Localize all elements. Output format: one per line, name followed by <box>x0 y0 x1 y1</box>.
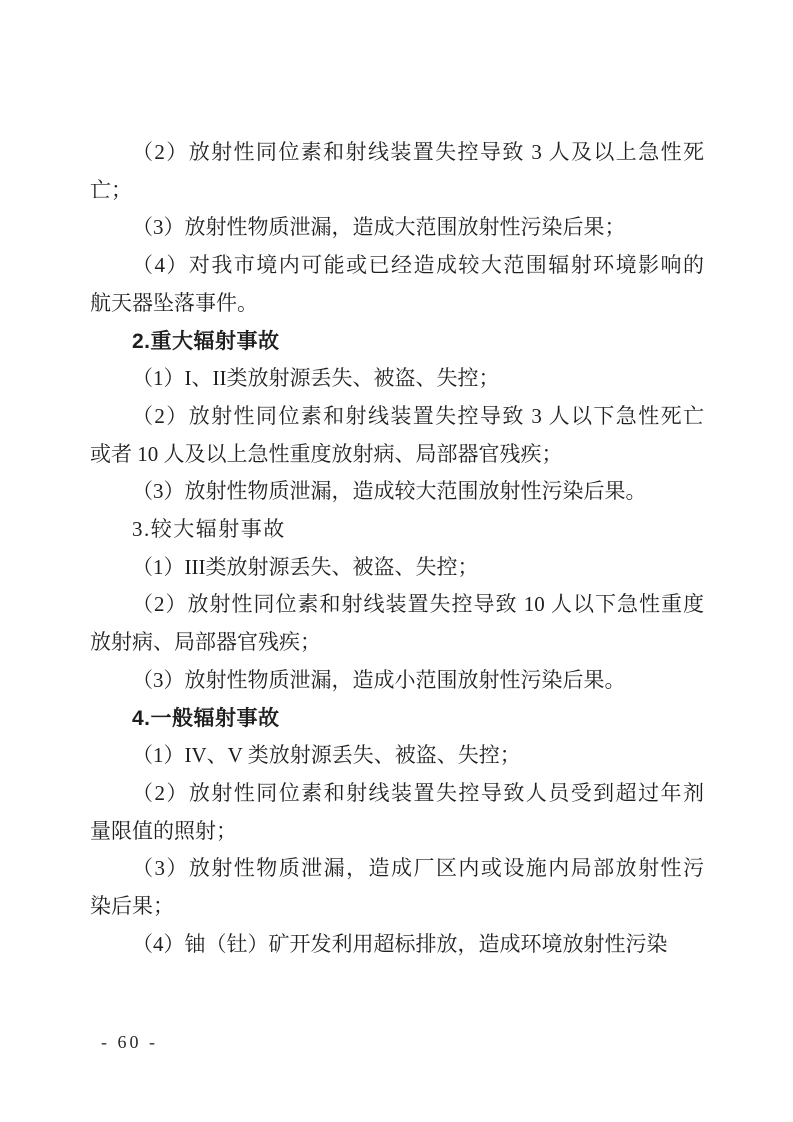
text-line: （4）铀（钍）矿开发利用超标排放，造成环境放射性污染 <box>132 931 668 956</box>
text-line: （3）放射性物质泄漏，造成较大范围放射性污染后果。 <box>132 479 647 504</box>
text-line: 量限值的照射； <box>90 818 237 843</box>
section-heading <box>90 323 704 361</box>
paragraph <box>90 398 704 473</box>
text-line: （3）放射性物质泄漏，造成大范围放射性污染后果； <box>132 215 626 240</box>
paragraph <box>90 360 704 398</box>
paragraph <box>90 549 704 587</box>
paragraph <box>90 737 704 775</box>
text-line: 2.重大辐射事故 <box>132 329 280 353</box>
text-line: 亡； <box>90 177 132 202</box>
text-line: （2）放射性同位素和射线装置失控导致 3 人以下急性死亡 <box>132 403 704 428</box>
paragraph <box>90 209 704 247</box>
text-line: （4）对我市境内可能或已经造成较大范围辐射环境影响的 <box>132 253 704 278</box>
text-line: （2）放射性同位素和射线装置失控导致 10 人以下急性重度 <box>132 592 704 617</box>
text-line: （1）I、II类放射源丢失、被盗、失控； <box>132 366 500 391</box>
text-line: （1）IV、V 类放射源丢失、被盗、失控； <box>132 743 521 768</box>
text-line: （2）放射性同位素和射线装置失控导致人员受到超过年剂 <box>132 780 704 805</box>
paragraph <box>90 134 704 209</box>
text-line: 航天器坠落事件。 <box>90 290 258 315</box>
paragraph <box>90 926 704 964</box>
text-line: 染后果； <box>90 894 174 919</box>
text-line: 放射病、局部器官残疾； <box>90 630 321 655</box>
paragraph <box>90 247 704 322</box>
text-line: （1）III类放射源丢失、被盗、失控； <box>132 554 479 579</box>
section-heading <box>90 700 704 738</box>
paragraph <box>90 662 704 700</box>
text-line: （2）放射性同位素和射线装置失控导致 3 人及以上急性死 <box>132 140 704 164</box>
paragraph <box>90 586 704 661</box>
text-line: （3）放射性物质泄漏，造成小范围放射性污染后果。 <box>132 667 626 692</box>
document-body <box>90 134 704 963</box>
paragraph <box>90 473 704 511</box>
paragraph <box>90 850 704 925</box>
paragraph <box>90 775 704 850</box>
page-number: - 60 - <box>101 1032 158 1052</box>
text-line: 3.较大辐射事故 <box>132 517 286 542</box>
text-line: （3）放射性物质泄漏，造成厂区内或设施内局部放射性污 <box>132 856 704 881</box>
text-line: 或者 10 人及以上急性重度放射病、局部器官残疾； <box>90 441 563 466</box>
section-heading <box>90 511 704 549</box>
text-line: 4.一般辐射事故 <box>132 706 280 730</box>
